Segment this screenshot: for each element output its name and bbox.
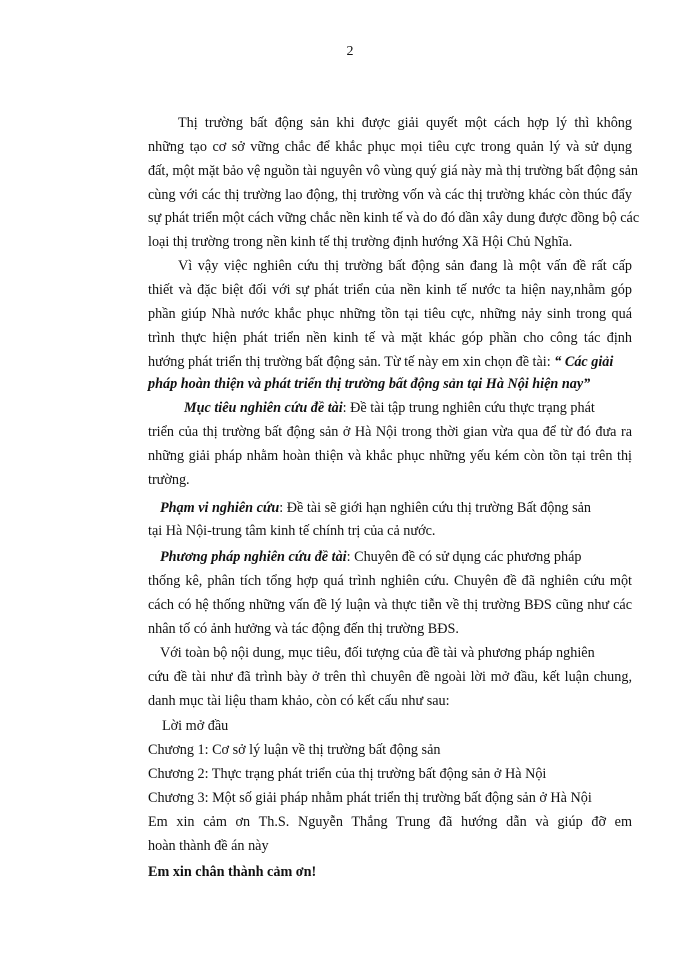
topic-title: pháp hoàn thiện và phát triển thị trường bất động sản tại Hà Nội hiện nay” [148,376,591,392]
section-label-objective: Mục tiêu nghiên cứu đề tài [184,400,343,416]
paragraph-line [184,398,595,418]
paragraph-line: Thị trường bất động sản khi được giải quyết một cách hợp lý thì không [178,115,632,131]
paragraph-line: tại Hà Nội-trung tâm kinh tế chính trị của cả nước. [148,523,436,539]
paragraph-line: Với toàn bộ nội dung, mục tiêu, đối tượng của đề tài và phương pháp nghiên [160,645,595,661]
paragraph-line: sự phát triển một cách vững chắc nền kinh tế và do đó dần xây dung được đồng bộ các [148,210,640,226]
section-label-method: Phương pháp nghiên cứu đề tài [160,549,347,565]
paragraph-line: trường. [148,472,190,488]
paragraph-line [160,547,581,567]
paragraph-line: những tạo cơ sở vững chắc để khắc phục mọi tiêu cực trong quản lý và sử dụng [148,139,632,155]
paragraph-line: loại thị trường trong nền kinh tế thị trường định hướng Xã Hội Chủ Nghĩa. [148,234,573,250]
section-label-scope: Phạm vi nghiên cứu [160,500,280,516]
paragraph-line: Vì vậy việc nghiên cứu thị trường bất động sản đang là một vấn đề rất cấp [178,258,632,274]
paragraph-line: những giải pháp nhằm hoàn thiện và khắc phục những yếu kém còn tồn tại trên thị [148,448,632,464]
paragraph-line: đất, một mặt bảo vệ nguồn tài nguyên vô vùng quý giá này mà thị trường bất động sản [148,163,638,179]
paragraph-line: thiết và đặc biệt đối với sự phát triển của nền kinh tế nước ta hiện nay,nhằm góp [148,282,632,298]
paragraph-line: thống kê, phân tích tổng hợp quá trình nghiên cứu. Chuyên đề đã nghiên cứu một [148,573,632,589]
outline-item: Chương 2: Thực trạng phát triển của thị trường bất động sản ở Hà Nội [148,766,547,782]
topic-title: “ Các giải [554,354,614,370]
paragraph-line: nhân tố có ảnh hưởng và tác động đến thị trường BĐS. [148,621,459,637]
page-number: 2 [346,44,354,59]
paragraph-line: hoàn thành đề án này [148,838,269,854]
paragraph-text: : Chuyên đề có sử dụng các phương pháp [346,549,582,565]
paragraph-line [148,352,613,372]
paragraph-line: phần giúp Nhà nước khắc phục những tồn tại tiêu cực, những nảy sinh trong quá [148,306,632,322]
paragraph-line [160,498,591,518]
paragraph-text: : Đề tài tập trung nghiên cứu thực trạng phát [342,400,595,416]
paragraph-line: trình thực hiện phát triển nền kinh tế và mặt khác góp phần cho công tác định [148,330,632,346]
paragraph-line: triển của thị trường bất động sản ở Hà Nội trong thời gian vừa qua để từ đó đưa ra [148,424,632,440]
paragraph-text: hướng phát triển thị trường bất động sản. Từ tế này em xin chọn đề tài: [148,354,551,370]
outline-item: Lời mở đầu [162,718,229,734]
paragraph-line: cứu đề tài như đã trình bày ở trên thì chuyên đề ngoài lời mở đầu, kết luận chung, [148,669,632,685]
paragraph-line: cùng với các thị trường lao động, thị trường vốn và các thị trường khác còn thúc đẩy [148,187,632,203]
outline-item: Chương 1: Cơ sở lý luận về thị trường bất động sản [148,742,441,758]
paragraph-line: Em xin cảm ơn Th.S. Nguyễn Thắng Trung đã hướng dẫn và giúp đỡ em [148,814,632,830]
paragraph-line: cách có hệ thống những vấn đề lý luận và thực tiễn về thị trường BĐS cũng như các [148,597,632,613]
paragraph-text: : Đề tài sẽ giới hạn nghiên cứu thị trường Bất động sản [279,500,591,516]
paragraph-line: danh mục tài liệu tham khảo, còn có kết cấu như sau: [148,693,450,709]
outline-item: Chương 3: Một số giải pháp nhằm phát triển thị trường bất động sản ở Hà Nội [148,790,592,806]
closing-line: Em xin chân thành cảm ơn! [148,864,317,880]
